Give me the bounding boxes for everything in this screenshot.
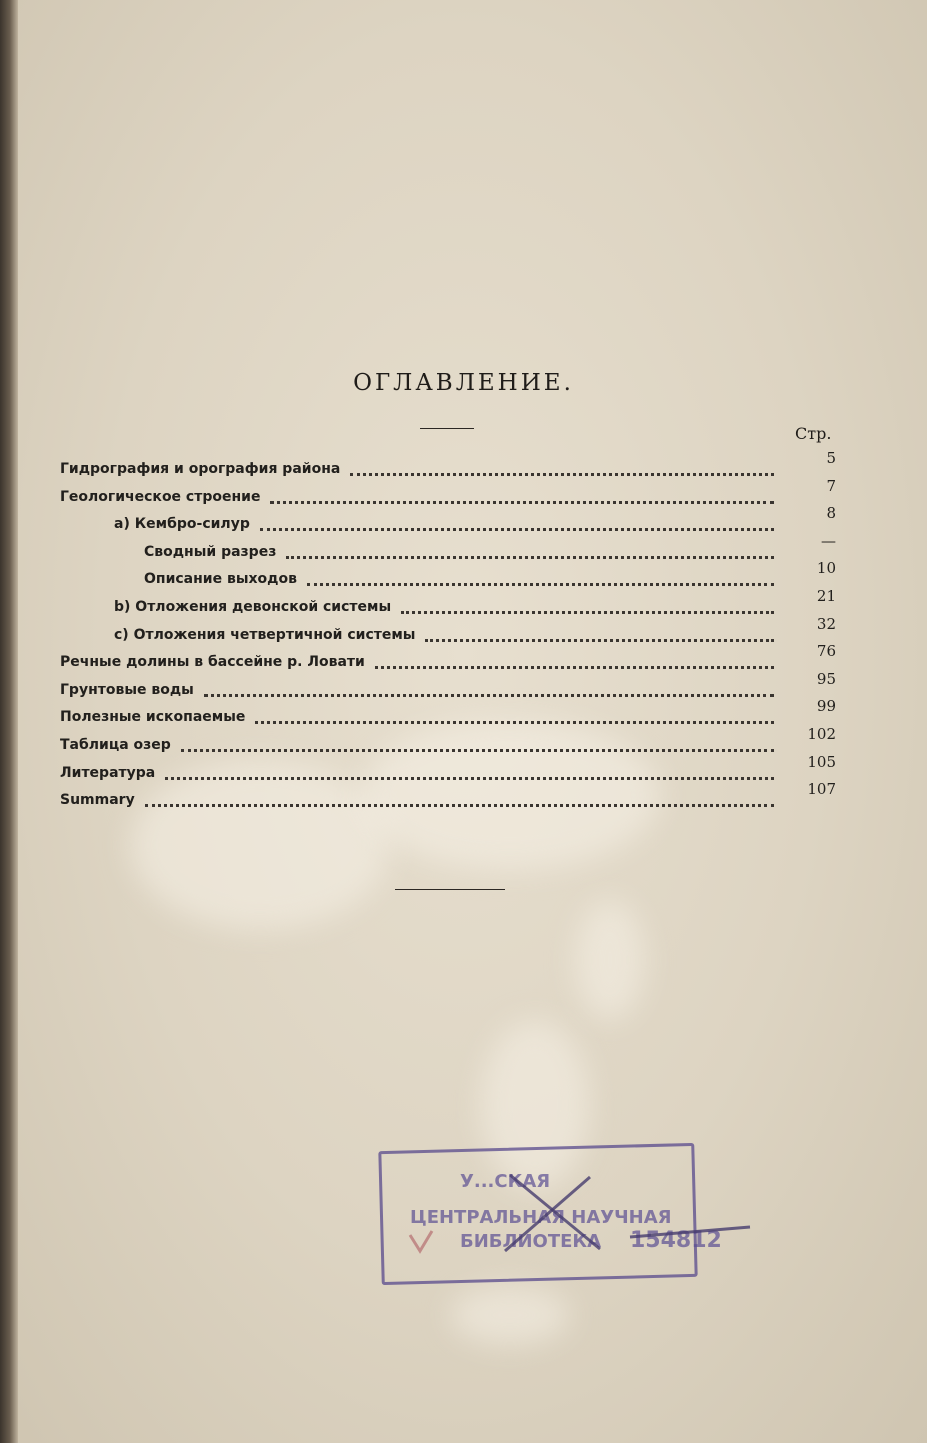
water-stain — [450, 1285, 570, 1345]
toc-entry-page: — — [821, 531, 836, 550]
toc-leader-dots — [286, 542, 774, 559]
book-binding-edge — [0, 0, 18, 1443]
toc-entry-page: 32 — [816, 614, 836, 633]
toc-entry-page: 105 — [807, 752, 836, 771]
toc-entry — [60, 642, 836, 674]
toc-leader-dots — [260, 514, 774, 531]
toc-entry — [60, 449, 836, 481]
toc-entry — [60, 725, 836, 757]
toc-entry — [60, 476, 836, 509]
toc-entry — [60, 780, 836, 812]
bottom-rule — [395, 889, 505, 890]
toc-entry-title: Полезные ископаемые — [60, 709, 246, 726]
toc-leader-dots — [375, 652, 774, 669]
toc-entry — [60, 587, 836, 619]
toc-leader-dots — [181, 735, 774, 752]
library-stamp — [380, 1147, 722, 1279]
title-rule — [420, 428, 474, 429]
toc-leader-dots — [401, 597, 774, 614]
toc-entry-page: 5 — [826, 449, 836, 467]
toc-entry-page: 7 — [826, 476, 836, 495]
toc-leader-dots — [255, 707, 774, 724]
toc-entry — [60, 752, 836, 785]
toc-leader-dots — [270, 487, 774, 504]
svg-text:ЦЕНТРАЛЬНАЯ НАУЧНАЯ: ЦЕНТРАЛЬНАЯ НАУЧНАЯ — [410, 1207, 672, 1228]
toc-entry-title: Грунтовые воды — [60, 681, 194, 698]
toc-leader-dots — [307, 569, 774, 586]
toc-leader-dots — [165, 763, 774, 780]
toc-entry-page: 76 — [816, 642, 836, 661]
toc-entry-page: 102 — [807, 725, 836, 743]
toc-entry — [60, 697, 836, 729]
toc-leader-dots — [425, 625, 774, 642]
toc-entry-title: Таблица озер — [60, 737, 171, 753]
svg-text:154812: 154812 — [630, 1228, 722, 1253]
toc-leader-dots — [145, 790, 774, 807]
toc-entry-title: c) Отложения четвертичной системы — [114, 626, 416, 643]
stamp-mark — [380, 1147, 760, 1287]
toc-entry-title: Гидрография и орография района — [60, 461, 341, 477]
toc-entry-page: 107 — [807, 780, 836, 799]
toc-entry-title: Сводный разрез — [144, 543, 277, 560]
toc-entry — [60, 559, 836, 591]
svg-text:БИБЛИОТЕКА: БИБЛИОТЕКА — [460, 1231, 602, 1252]
toc-leader-dots — [350, 459, 774, 476]
page-title: ОГЛАВЛЕНИЕ. — [353, 370, 574, 396]
toc-entry-title: Геологическое строение — [60, 488, 261, 505]
water-stain — [575, 900, 645, 1020]
toc-entry-title: Речные долины в бассейне р. Ловати — [60, 654, 365, 671]
toc-entry-title: b) Отложения девонской системы — [114, 599, 392, 615]
toc-entry-page: 21 — [816, 587, 836, 605]
toc-entry-page: 95 — [816, 669, 836, 688]
toc-leader-dots — [204, 680, 774, 697]
toc-entry-page: 10 — [816, 559, 836, 578]
toc-entry — [60, 504, 836, 536]
toc-entry-page: 99 — [816, 697, 836, 716]
page-column-header: Стр. — [795, 424, 832, 443]
toc-entry-title: а) Кембро-силур — [114, 516, 250, 533]
toc-entry-page: 8 — [826, 504, 836, 523]
toc-entry-title: Описание выходов — [144, 571, 297, 588]
toc-entry-title: Summary — [60, 792, 135, 809]
toc-entry — [60, 614, 836, 647]
toc-entry-title: Литература — [60, 764, 156, 781]
toc-entry — [60, 669, 836, 702]
svg-text:У...СКАЯ: У...СКАЯ — [460, 1171, 551, 1192]
toc-entry — [60, 531, 836, 564]
